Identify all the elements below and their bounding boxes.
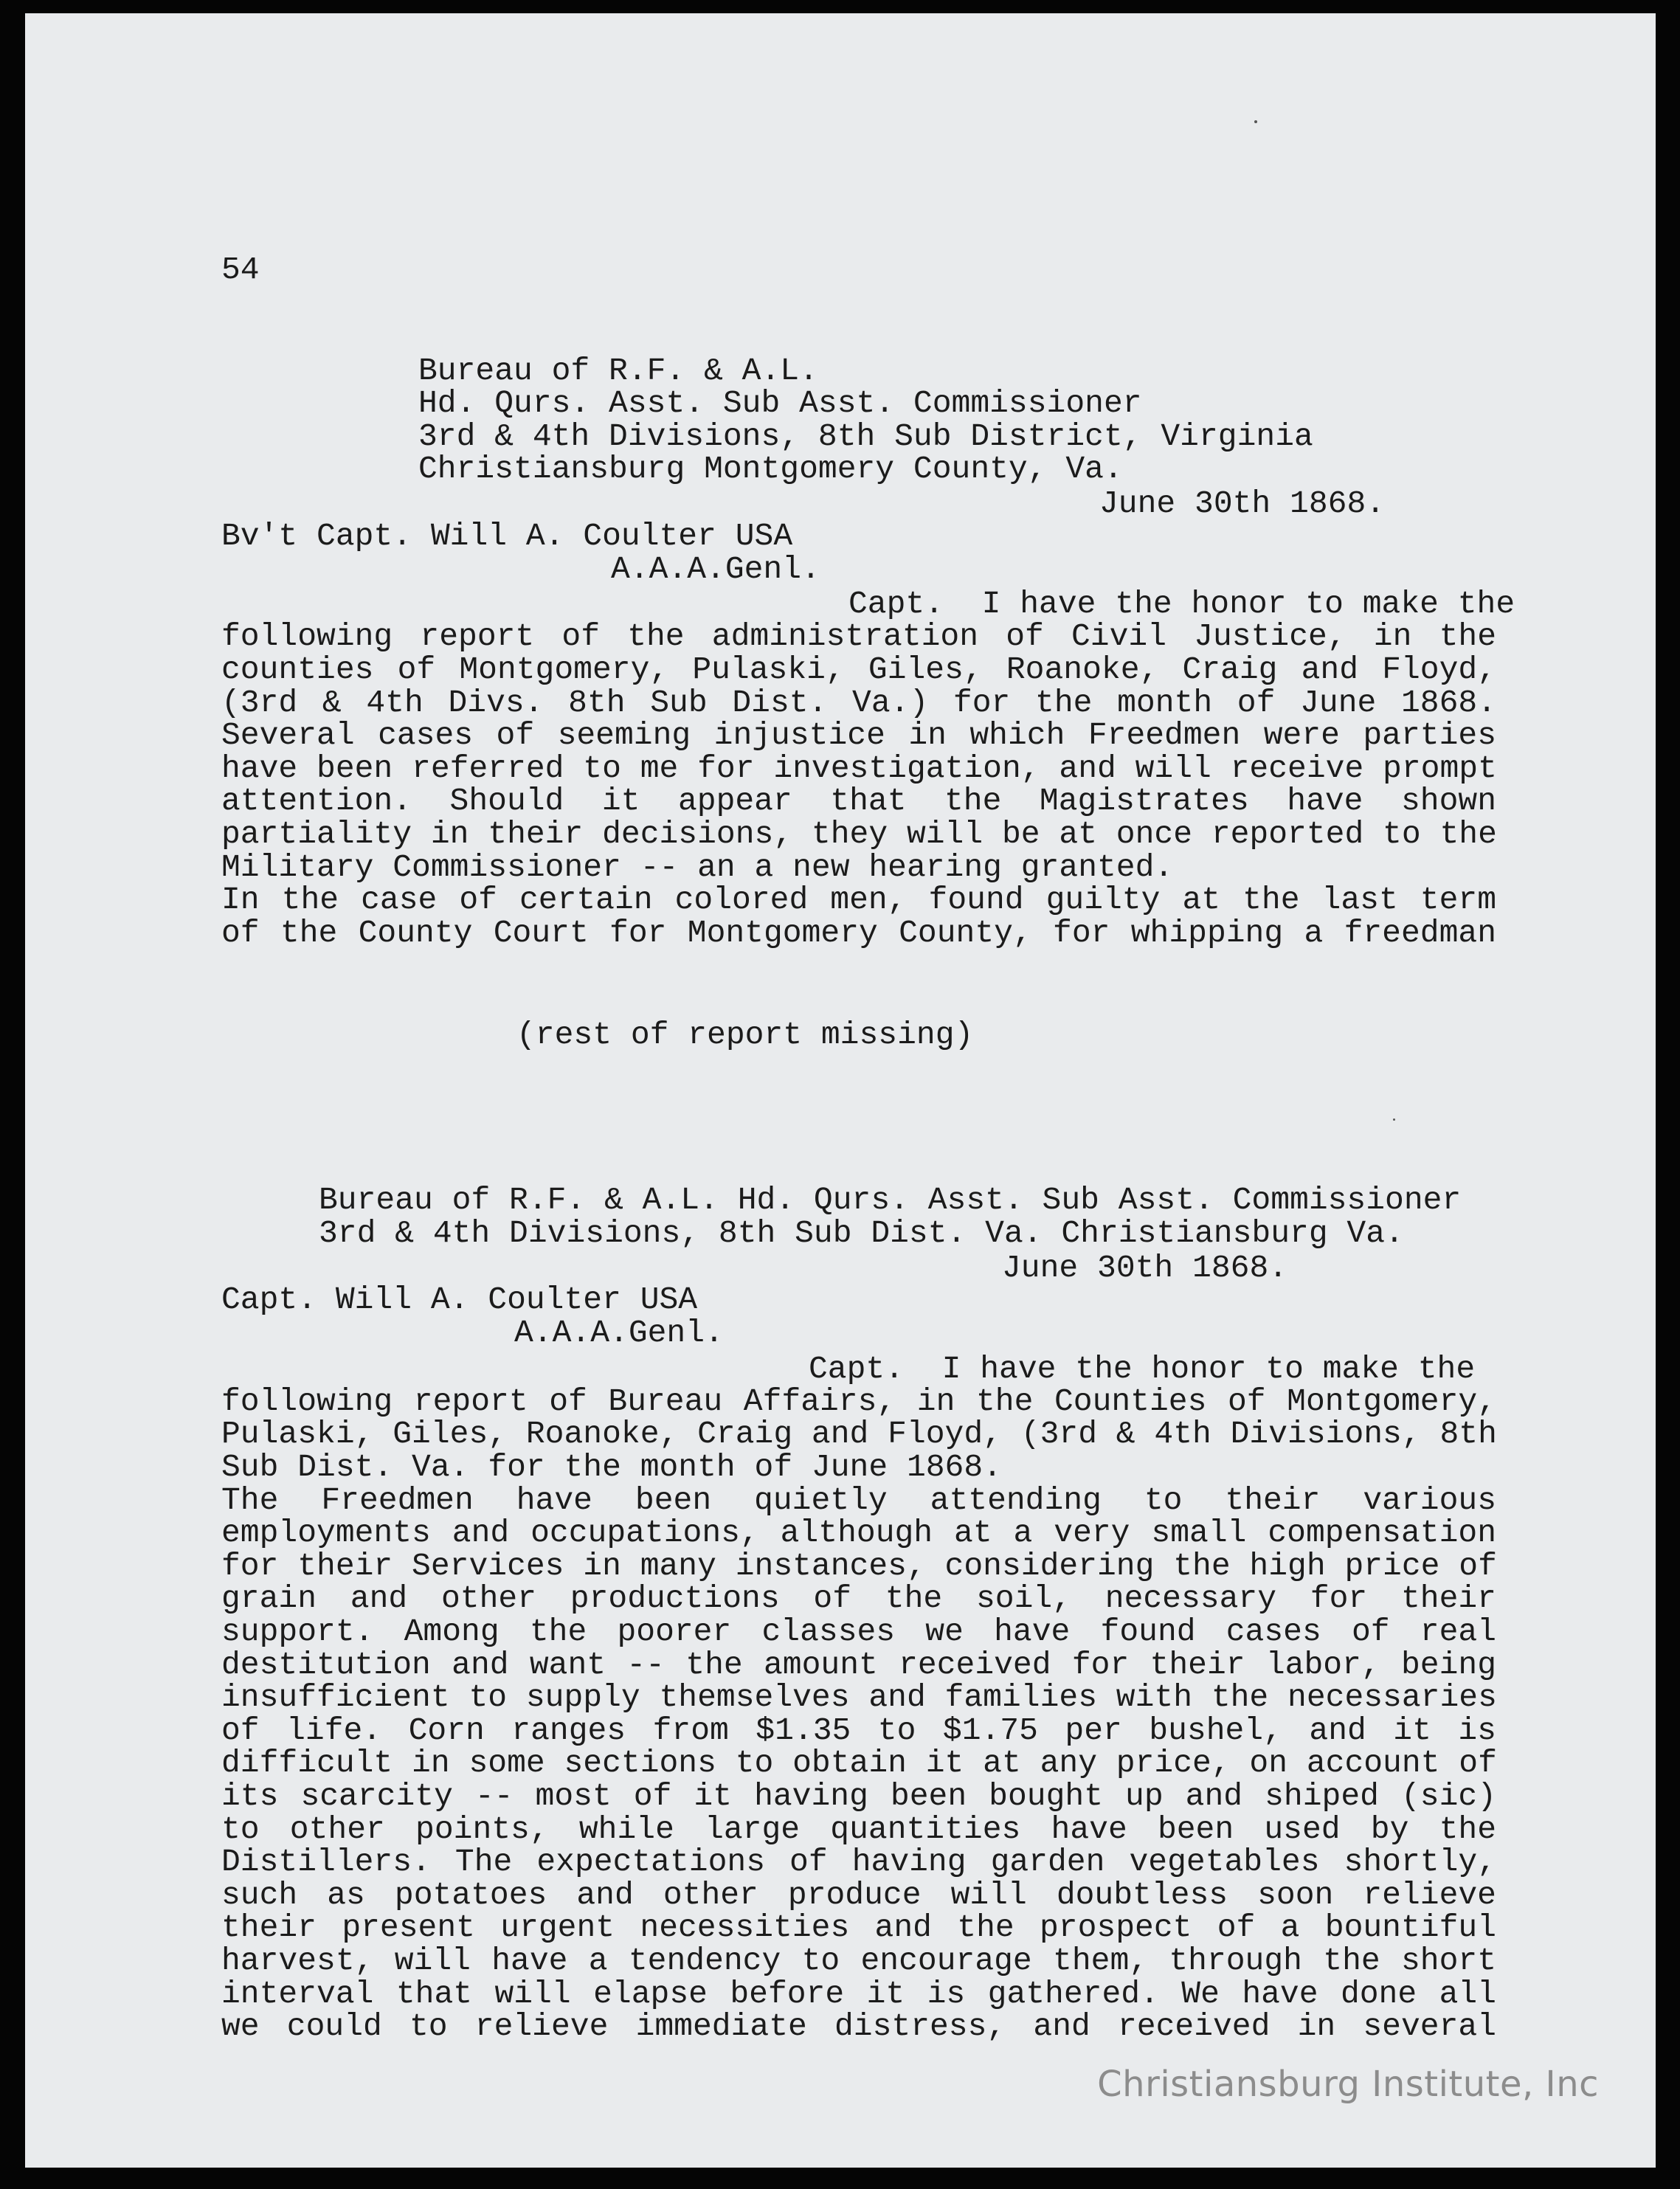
report-1-date: June 30th 1868. bbox=[1099, 485, 1386, 522]
report-1-body-line: partiality in their decisions, they will be at once reported to the bbox=[221, 816, 1497, 852]
report-2-addressee: Capt. Will A. Coulter USA bbox=[221, 1282, 698, 1318]
report-2-body-line: destitution and want -- the amount received for their labor, being bbox=[221, 1647, 1496, 1683]
report-1-header-line: 3rd & 4th Divisions, 8th Sub District, Virginia bbox=[418, 418, 1313, 454]
report-2-body-line: employments and occupations, although at a very small compensation bbox=[221, 1515, 1496, 1551]
report-2-opening: Capt. I have the honor to make the bbox=[809, 1351, 1476, 1387]
report-2-body-line: insufficient to supply themselves and families with the necessaries bbox=[221, 1679, 1497, 1715]
report-1-header-line: Hd. Qurs. Asst. Sub Asst. Commissioner bbox=[418, 385, 1142, 421]
paper-speck bbox=[1254, 120, 1257, 123]
report-2-body-line: Distillers. The expectations of having garden vegetables shortly, bbox=[221, 1844, 1496, 1880]
report-1-body-line: (3rd & 4th Divs. 8th Sub Dist. Va.) for the month of June 1868. bbox=[221, 685, 1496, 721]
report-2-body-line: The Freedmen have been quietly attending to their various bbox=[221, 1482, 1496, 1518]
missing-note: (rest of report missing) bbox=[516, 1017, 974, 1053]
report-2-body-line: interval that will elapse before it is gathered. We have done all bbox=[221, 1976, 1496, 2012]
report-2-body-line: harvest, will have a tendency to encourage them, through the short bbox=[221, 1943, 1496, 1979]
report-2-body-line: such as potatoes and other produce will doubtless soon relieve bbox=[221, 1877, 1496, 1913]
report-2-body-line: to other points, while large quantities have been used by the bbox=[221, 1811, 1496, 1847]
report-1-opening: Capt. I have the honor to make the bbox=[848, 586, 1515, 622]
report-2-body-line: grain and other productions of the soil, necessary for their bbox=[221, 1580, 1496, 1616]
report-1-header-line: Christiansburg Montgomery County, Va. bbox=[418, 451, 1123, 487]
report-2-body-line: their present urgent necessities and the prospect of a bountiful bbox=[221, 1909, 1496, 1946]
report-2-body-line: difficult in some sections to obtain it at any price, on account of bbox=[221, 1745, 1497, 1781]
report-1-body-line: counties of Montgomery, Pulaski, Giles, Roanoke, Craig and Floyd, bbox=[221, 651, 1496, 688]
report-1-body-line: Several cases of seeming injustice in which Freedmen were parties bbox=[221, 717, 1496, 753]
report-2-body-line: Pulaski, Giles, Roanoke, Craig and Floyd, (3rd & 4th Divisions, 8th bbox=[221, 1416, 1497, 1452]
report-1-body-line: have been referred to me for investigation, and will receive prompt bbox=[221, 750, 1497, 786]
report-2-body-line: its scarcity -- most of it having been bought up and shiped (sic) bbox=[221, 1778, 1496, 1814]
report-1-body-line: of the County Court for Montgomery County, for whipping a freedman bbox=[221, 915, 1496, 951]
report-2-addressee-title: A.A.A.Genl. bbox=[514, 1315, 724, 1351]
report-2-body-line: support. Among the poorer classes we have found cases of real bbox=[221, 1614, 1496, 1650]
report-1-body-line: attention. Should it appear that the Magistrates have shown bbox=[221, 783, 1496, 819]
report-2-header-line: Bureau of R.F. & A.L. Hd. Qurs. Asst. Sub Asst. Commissioner bbox=[319, 1182, 1462, 1218]
report-1-body-line: In the case of certain colored men, found guilty at the last term bbox=[221, 882, 1496, 918]
report-1-addressee: Bv't Capt. Will A. Coulter USA bbox=[221, 518, 793, 554]
report-2-body-line: we could to relieve immediate distress, and received in several bbox=[221, 2008, 1496, 2044]
report-1-body-line: Military Commissioner -- an a new hearing granted. bbox=[221, 849, 1174, 885]
report-2-body-line: for their Services in many instances, considering the high price of bbox=[221, 1548, 1497, 1584]
watermark: Christiansburg Institute, Inc bbox=[1097, 2064, 1599, 2105]
report-1-body-line: following report of the administration of Civil Justice, in the bbox=[221, 618, 1496, 654]
report-1-addressee-title: A.A.A.Genl. bbox=[611, 551, 820, 587]
report-2-header-line: 3rd & 4th Divisions, 8th Sub Dist. Va. Christiansburg Va. bbox=[319, 1215, 1404, 1251]
report-2-date: June 30th 1868. bbox=[1002, 1250, 1288, 1286]
report-1-header-line: Bureau of R.F. & A.L. bbox=[418, 353, 818, 389]
report-2-body-line: of life. Corn ranges from $1.35 to $1.75 per bushel, and it is bbox=[221, 1712, 1496, 1749]
report-2-body-line: Sub Dist. Va. for the month of June 1868. bbox=[221, 1449, 1002, 1485]
report-2-body-line: following report of Bureau Affairs, in the Counties of Montgomery, bbox=[221, 1383, 1496, 1419]
page-number: 54 bbox=[221, 252, 260, 288]
paper-speck bbox=[1393, 1118, 1395, 1121]
